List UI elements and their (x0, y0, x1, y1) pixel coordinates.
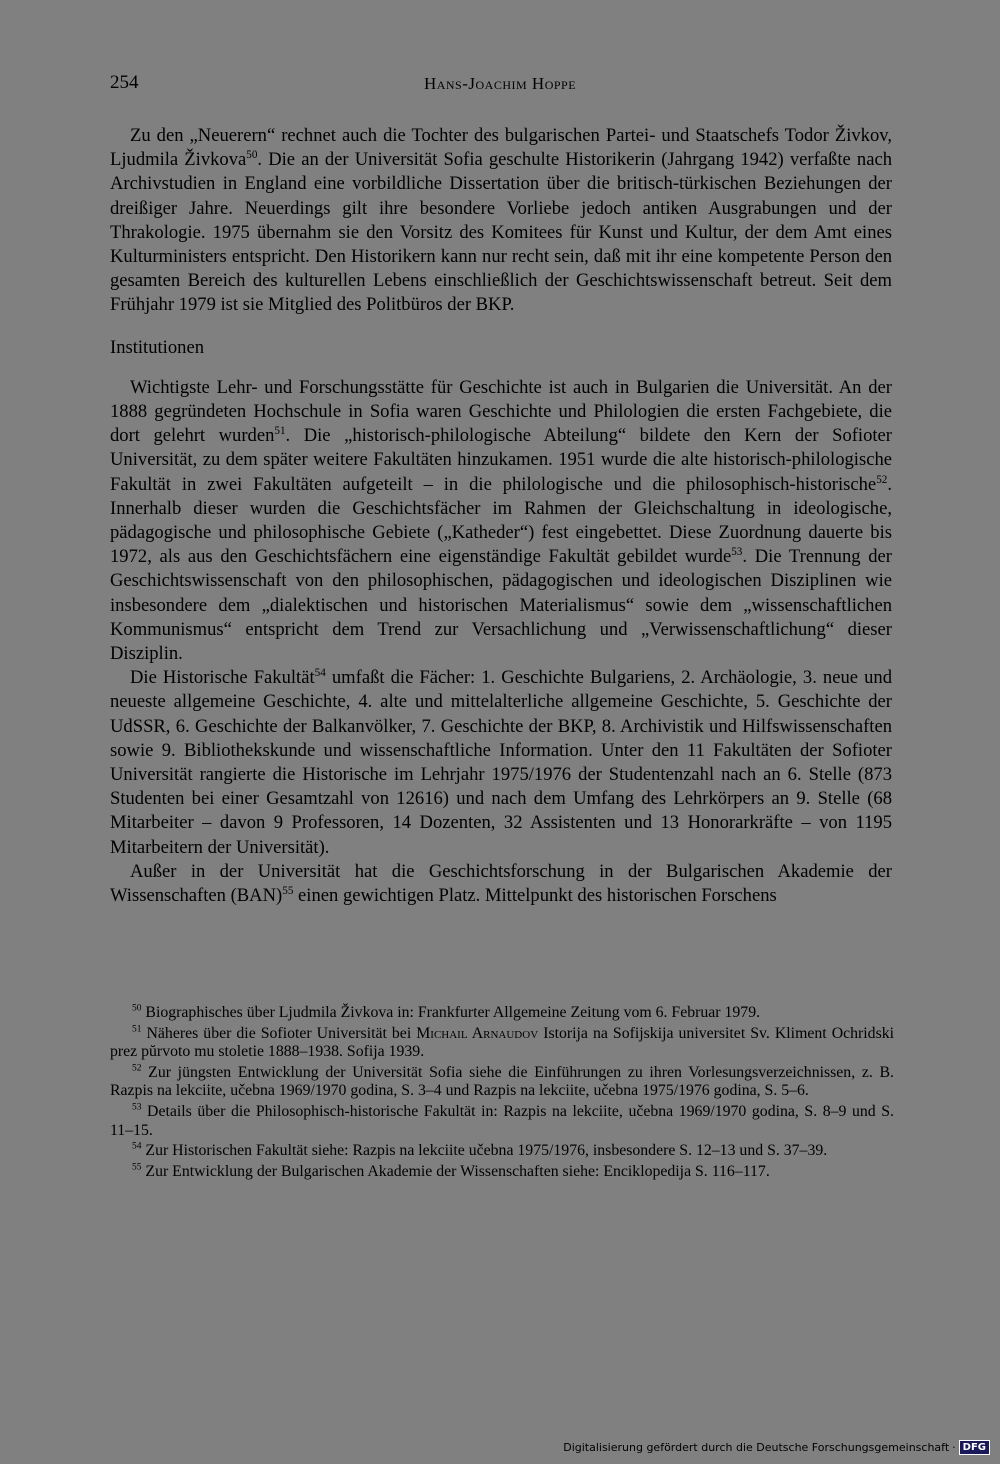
footnote-51 (110, 1025, 894, 1062)
paragraph-3 (110, 666, 892, 860)
footnote-author: Michail Arnaudov (416, 1024, 539, 1042)
paragraph-1 (110, 124, 892, 318)
paragraph-3-text-b: umfaßt die Fächer: 1. Geschichte Bulgariens, 2. Archäologie, 3. neue und neueste allgemeine Geschichte, 4. alte und mittelalterliche allgemeine Geschichte, 5. Geschichte der UdSSR, 6. Geschichte der Balkanvölker, 7. Geschichte der BKP, 8. Archivistik und Hilfswissenschaften sowie 9. Bibliothekskunde und wissenschaftliche Information. Unter den 11 Fakultäten der Sofioter Universität rangierte die Historische im Lehrjahr 1975/1976 der Studentenzahl nach an 6. Stelle (873 Studenten bei einer Gesamtzahl von 12616) und nach dem Umfang des Lehrkörpers an 9. Stelle (68 Mitarbeiter – davon 9 Professoren, 14 Dozenten, 32 Assistenten und 13 Honorarkräfte – von 1195 Mitarbeitern der Universität). (110, 667, 892, 858)
footnote-number: 55 (132, 1162, 142, 1173)
footnote-text: Zur Entwicklung der Bulgarischen Akademie der Wissenschaften siehe: Enciklopedija S. 116–117. (145, 1162, 770, 1180)
paragraph-2-text-d: . Die Trennung der Geschichtswissenschaft von den philosophischen, pädagogischen und ideologischen Disziplinen wie insbesondere dem „dialektischen und historischen Materialismus“ sowie dem „wissenschaftlichen Kommunismus“ entspricht dem Trend zur Versachlichung und „Verwissenschaftlichung“ dieser Disziplin. (110, 546, 892, 665)
footnote-text: Näheres über die Sofioter Universität bei (146, 1024, 417, 1042)
paragraph-4 (110, 860, 892, 908)
footnote-ref-54: 54 (314, 667, 326, 680)
paragraph-4-text-a: Außer in der Universität hat die Geschichtsforschung in der Bulgarischen Akademie der Wissenschaften (BAN) (110, 860, 892, 907)
paragraph-2-text-b: . Die „historisch-philologische Abteilung“ bildete den Kern der Sofioter Universität, zu dem später weitere Fakultäten hinzukamen. 1951 wurde die alte historisch-philologische Fakultät in zwei Fakultäten aufgeteilt – in die philologische und die philosophisch-historische (110, 425, 893, 495)
footnote-text: Zur jüngsten Entwicklung der Universität Sofia siehe die Einführungen zu ihren Vorlesungsverzeichnissen, z. B. Razpis na lekciite, učebna 1969/1970 godina, S. 3–4 und Razpis na lekciite, učebna 1975/1976 godina, S. 5–6. (110, 1063, 894, 1100)
footnote-number: 51 (132, 1024, 142, 1035)
paragraph-1-text-b: . Die an der Universität Sofia geschulte Historikerin (Jahrgang 1942) verfaßte nach Archivstudien in England eine vorbildliche Dissertation über die britisch-türkischen Beziehungen der dreißiger Jahre. Neuerdings gilt ihre besondere Vorliebe jedoch antiken Ausgrabungen und der Thrakologie. 1975 übernahm sie den Vorsitz des Komitees für Kunst und Kultur, der dem Amt eines Kulturministers entspricht. Den Historikern kann nur recht sein, daß mit ihr eine kompetente Person den gesamten Bereich des kulturellen Lebens einschließlich der Geschichtswissenschaft betreut. Seit dem Frühjahr 1979 ist sie Mitglied des Politbüros der BKP. (110, 149, 892, 316)
footnote-ref-50: 50 (246, 149, 258, 162)
section-heading: Institutionen (110, 336, 204, 358)
footnote-text: Zur Historischen Fakultät siehe: Razpis na lekciite učebna 1975/1976, insbesondere S. 12–13 und S. 37–39. (145, 1142, 828, 1160)
body-text (110, 124, 892, 908)
footnote-text: Biographisches über Ljudmila Živkova in: Frankfurter Allgemeine Zeitung vom 6. Februar 1979. (145, 1004, 761, 1021)
footnote-ref-52: 52 (876, 473, 888, 486)
paragraph-2 (110, 376, 892, 666)
footnote-52 (110, 1064, 894, 1101)
digitization-note: Digitalisierung gefördert durch die Deutsche Forschungsgemeinschaft · DFG (563, 1440, 990, 1455)
footnote-55 (110, 1163, 894, 1182)
footnote-number: 54 (132, 1141, 142, 1152)
footnote-54 (110, 1142, 894, 1161)
dfg-logo-icon: DFG (959, 1440, 990, 1455)
paragraph-2-text-c: . Innerhalb dieser wurden die Geschichtsfächer im Rahmen der Gleichschaltung in ideologische, pädagogische und philosophische Gebiete („Katheder“) fest eingebettet. Diese Zuordnung dauerte bis 1972, als aus den Geschichtsfächern eine eigenständige Fakultät gebildet wurde (110, 473, 892, 568)
paragraph-2-text-a: Wichtigste Lehr- und Forschungsstätte für Geschichte ist auch in Bulgarien die Universität. An der 1888 gegründeten Hochschule in Sofia waren Geschichte und Philologien die ersten Fachgebiete, die dort gelehrt wurden (110, 376, 892, 447)
footnote-text: Details über die Philosophisch-historische Fakultät in: Razpis na lekciite, učebna 1969/1970 godina, S. 8–9 und S. 11–15. (110, 1102, 894, 1139)
footnote-number: 52 (132, 1063, 142, 1074)
footnote-ref-51: 51 (274, 425, 286, 438)
page-number: 254 (110, 72, 139, 93)
footnote-text: Istorija na Sofijskija universitet Sv. Kliment Ochridski prez pŭrvoto mu stoletie 1888–1938. Sofija 1939. (110, 1024, 895, 1061)
paragraph-3-text-a: Die Historische Fakultät (130, 667, 315, 689)
paragraph-1-text-a: Zu den „Neuerern“ rechnet auch die Tochter des bulgarischen Partei- und Staatschefs Todor Živkov, Ljudmila Živkova (110, 125, 892, 171)
running-head: Hans-Joachim Hoppe (423, 74, 577, 93)
footnotes (110, 1004, 894, 1183)
footnote-ref-53: 53 (731, 546, 743, 559)
paragraph-4-text-b: einen gewichtigen Platz. Mittelpunkt des historischen Forschens (293, 885, 777, 907)
digitization-note-text: Digitalisierung gefördert durch die Deutsche Forschungsgemeinschaft (563, 1441, 950, 1454)
footnote-number: 53 (132, 1102, 142, 1113)
footnote-50 (110, 1004, 894, 1023)
footnote-ref-55: 55 (282, 884, 294, 897)
footnote-number: 50 (132, 1003, 142, 1014)
footnote-53 (110, 1103, 894, 1140)
